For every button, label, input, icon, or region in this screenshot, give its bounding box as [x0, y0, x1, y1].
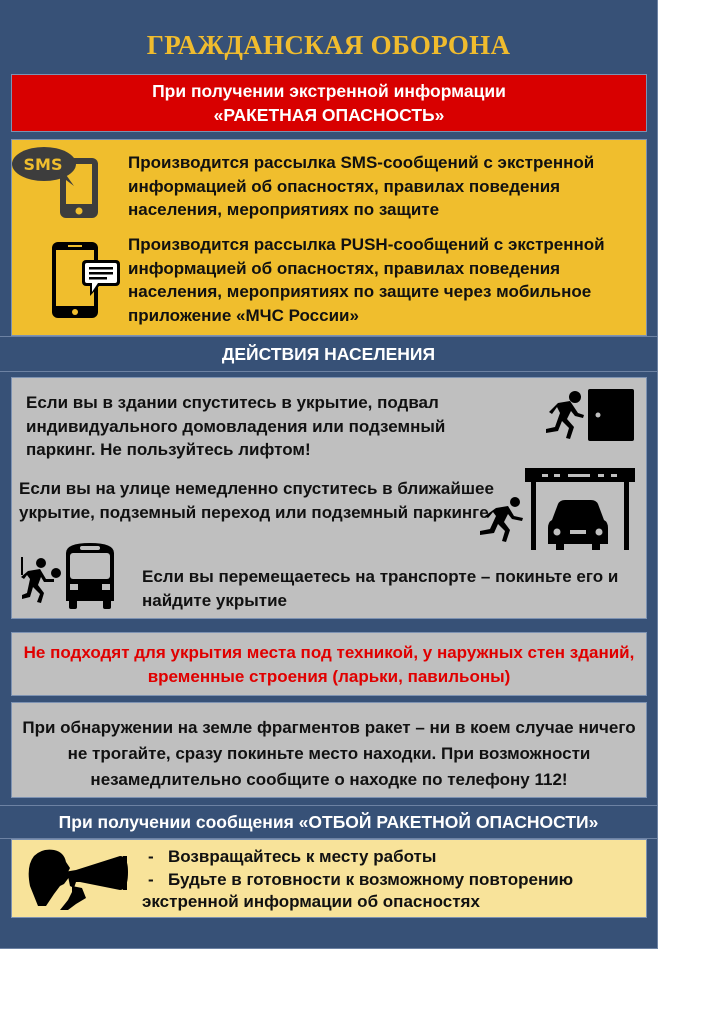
all-clear-list — [142, 846, 642, 914]
action-in-transport-text: Если вы перемещаетесь на транспорте – покиньте его и найдите укрытие — [142, 567, 619, 610]
missile-fragments-notice-box — [11, 702, 647, 798]
all-clear-header: При получении сообщения «ОТБОЙ РАКЕТНОЙ ОПАСНОСТИ» — [0, 805, 657, 839]
push-phone-icon — [50, 240, 122, 320]
action-on-street-text: Если вы на улице немедленно спуститесь в ближайшее укрытие, подземный переход или подземный паркинге — [19, 479, 494, 522]
missile-fragments-notice-text: При обнаружении на земле фрагментов ракет – ни в коем случае ничего не трогайте, сразу покиньте место находки. При возможности незамедлительно сообщите о находке по телефону 112! — [22, 718, 636, 789]
unsuitable-shelter-warning-text: Не подходят для укрытия места под техникой, у наружных стен зданий, временные строения (ларьки, павильоны) — [23, 643, 635, 686]
poster-title: ГРАЖДАНСКАЯ ОБОРОНА — [146, 30, 511, 60]
bullet-dash: - — [148, 847, 154, 866]
all-clear-item — [142, 869, 642, 914]
alert-header-line1: При получении экстренной информации — [152, 81, 506, 101]
run-to-underground-parking-icon — [468, 468, 648, 554]
actions-header: ДЕЙСТВИЯ НАСЕЛЕНИЯ — [0, 336, 657, 372]
actions-box — [11, 377, 647, 619]
rocket-danger-alert-header — [11, 74, 647, 132]
leave-bus-icon — [20, 541, 130, 611]
action-in-building-text: Если вы в здании спуститесь в укрытие, подвал индивидуального домовладения или подземный паркинг. Не пользуйтесь лифтом! — [26, 393, 446, 459]
sms-phone-icon — [12, 144, 112, 220]
push-notification-text: Производится рассылка PUSH-сообщений с экстренной информацией об опасностях, правилах поведения населения, мероприятиях по защите через мобильное приложение «МЧС России» — [128, 235, 605, 325]
run-to-door-icon — [540, 387, 636, 443]
notifications-box — [11, 139, 647, 336]
sms-badge-text: SMS — [23, 155, 63, 174]
all-clear-item-text: Возвращайтесь к месту работы — [168, 847, 437, 866]
sms-notification-text: Производится рассылка SMS-сообщений с экстренной информацией об опасностях, правилах поведения населения, мероприятиях по защите — [128, 153, 595, 219]
alert-header-line2: «РАКЕТНАЯ ОПАСНОСТЬ» — [213, 105, 445, 125]
all-clear-box — [11, 839, 647, 918]
bullet-dash: - — [148, 869, 154, 889]
megaphone-person-icon — [24, 846, 136, 912]
all-clear-item — [142, 846, 642, 869]
unsuitable-shelter-warning-box — [11, 632, 647, 696]
all-clear-item-text: Будьте в готовности к возможному повторению экстренной информации об опасностях — [142, 869, 574, 911]
